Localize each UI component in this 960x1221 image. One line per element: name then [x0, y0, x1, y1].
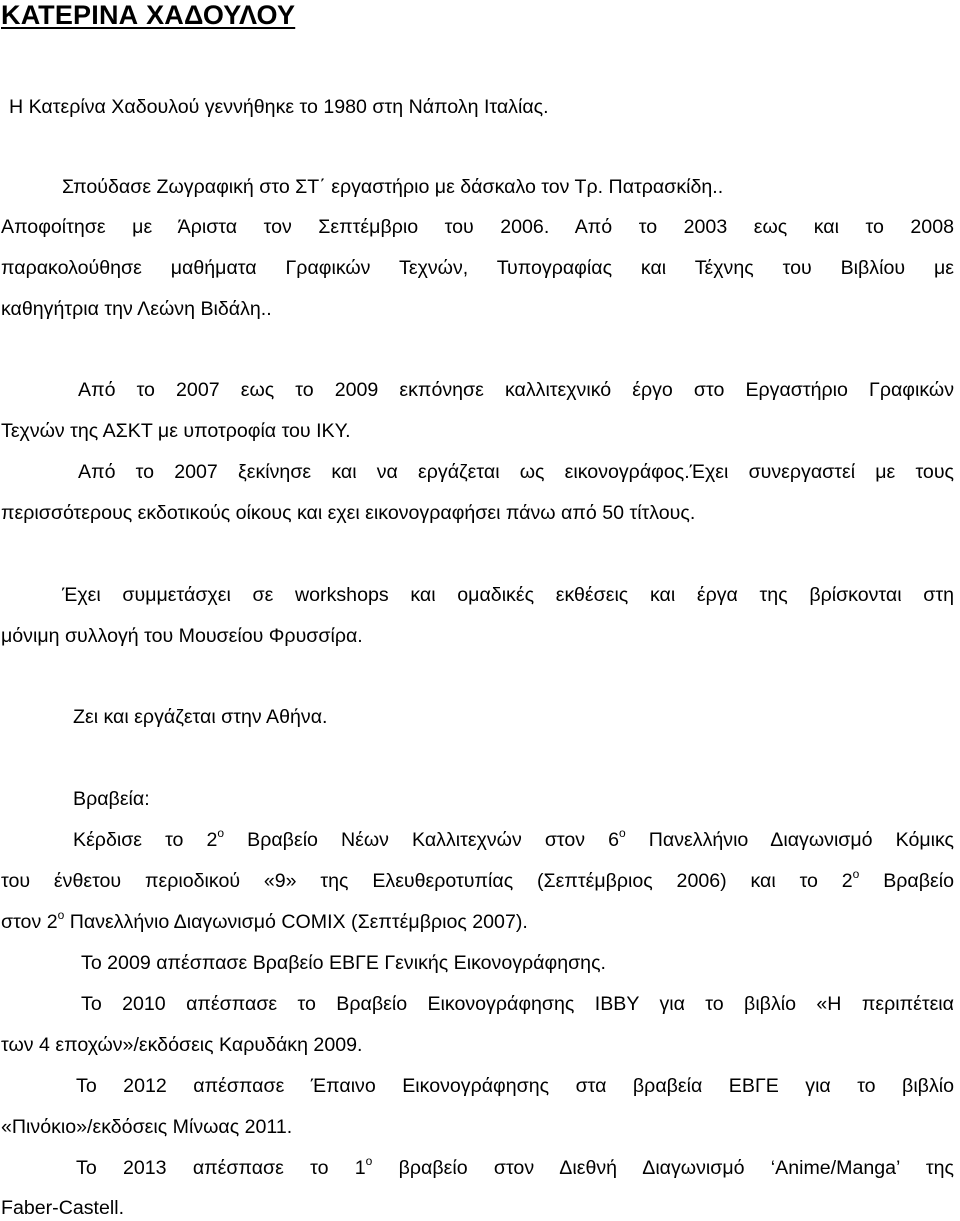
bio-line: Αποφοίτησε με Άριστα τον Σεπτέμβριο του 2006. Από το 2003 εως και το 2008: [1, 216, 954, 238]
bio-line: παρακολούθησε μαθήματα Γραφικών Τεχνών, Τυπογραφίας και Τέχνης του Βιβλίου με: [1, 257, 954, 279]
bio-line: Σπούδασε Ζωγραφική στο ΣΤ΄ εργαστήριο με δάσκαλο τον Τρ. Πατρασκίδη..: [62, 176, 724, 198]
page-title: ΚΑΤΕΡΙΝΑ ΧΑΔΟΥΛΟΥ: [1, 0, 296, 30]
bio-line: Η Κατερίνα Χαδουλού γεννήθηκε το 1980 στη Νάπολη Ιταλίας.: [9, 96, 549, 118]
award-line: των 4 εποχών»/εκδόσεις Καρυδάκη 2009.: [1, 1034, 363, 1056]
bio-line: Από το 2007 ξεκίνησε και να εργάζεται ως εικονογράφος.Έχει συνεργαστεί με τους: [78, 461, 954, 483]
bio-line: Τεχνών της ΑΣΚΤ με υποτροφία του ΙΚΥ.: [1, 420, 351, 442]
bio-line: καθηγήτρια την Λεώνη Βιδάλη..: [1, 298, 272, 320]
awards-heading: Βραβεία:: [73, 788, 150, 810]
award-line: Το 2009 απέσπασε Βραβείο ΕΒΓΕ Γενικής Εικονογράφησης.: [81, 952, 606, 974]
bio-line: μόνιμη συλλογή του Μουσείου Φρυσσίρα.: [1, 625, 363, 647]
award-line: Το 2012 απέσπασε Έπαινο Εικονογράφησης στα βραβεία ΕΒΓΕ για το βιβλίο: [76, 1075, 954, 1097]
award-line: Το 2010 απέσπασε το Βραβείο Εικονογράφησης IBBY για το βιβλίο «Η περιπέτεια: [81, 993, 954, 1015]
award-line: στον $2^o$ Πανελλήνιο Διαγωνισμό COMIX (Σεπτέμβριος 2007).: [1, 908, 528, 933]
award-line: Το 2013 απέσπασε το $1^o$ βραβείο στον Διεθνή Διαγωνισμό ‘Anime/Manga’ της: [76, 1154, 955, 1179]
bio-line: περισσότερους εκδοτικούς οίκους και εχει εικονογραφήσει πάνω από 50 τίτλους.: [1, 502, 696, 524]
award-line: Κέρδισε το $2^o$ Βραβείο Νέων Καλλιτεχνών στον $6^o$ Πανελλήνιο Διαγωνισμό Κόμικς: [73, 826, 954, 851]
award-line: του ένθετου περιοδικού «9» της Ελευθεροτυπίας (Σεπτέμβριος 2006) και το $2^o$ Βραβείο: [1, 867, 954, 892]
award-line: «Πινόκιο»/εκδόσεις Μίνωας 2011.: [1, 1116, 293, 1138]
bio-line: Ζει και εργάζεται στην Αθήνα.: [73, 706, 328, 728]
bio-line: Έχει συμμετάσχει σε workshops και ομαδικές εκθέσεις και έργα της βρίσκονται στη: [62, 584, 954, 606]
bio-line: Από το 2007 εως το 2009 εκπόνησε καλλιτεχνικό έργο στο Εργαστήριο Γραφικών: [78, 379, 954, 401]
award-line: Faber-Castell.: [1, 1197, 125, 1219]
